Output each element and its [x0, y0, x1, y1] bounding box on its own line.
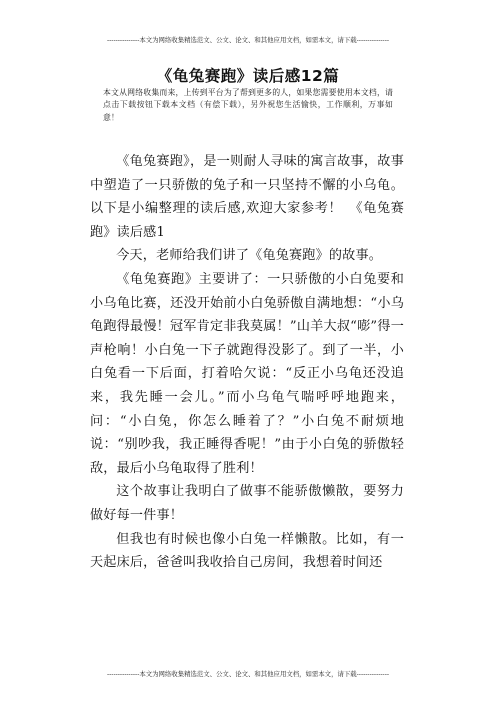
download-notice: 本文从网络收集而来，上传到平台为了帮到更多的人，如果您需要使用本文档，请点击下载按钮下载本文档（有偿下载），另外祝您生活愉快，工作顺利，万事如意！ — [103, 88, 393, 122]
paragraph: 但我也有时候也像小白兔一样懒散。比如，有一天起床后，爸爸叫我收拾自己房间，我想着时间还 — [90, 531, 404, 571]
page-header: ---------------本文为网络收集精选范文、公文、论文、和其他应用文档，如需本文，请下载--------------- — [106, 36, 390, 44]
paragraph: 这个故事让我明白了做事不能骄傲懒散，要努力做好每一件事！ — [90, 484, 404, 523]
paragraph: 今天，老师给我们讲了《龟兔赛跑》的故事。 — [116, 248, 383, 264]
page-footer: ---------------本文为网络收集精选范文、公文、论文、和其他应用文档，如需本文，请下载--------------- — [106, 670, 390, 678]
document-body — [90, 150, 404, 575]
document-title: 《龟兔赛跑》读后感12篇 — [156, 67, 340, 85]
paragraph-intro: 《龟兔赛跑》，是一则耐人寻味的寓言故事，故事中塑造了一只骄傲的兔子和一只坚持不懈的小乌龟。以下是小编整理的读后感,欢迎大家参考！ 《龟兔赛跑》读后感1 — [90, 154, 404, 240]
paragraph: 《龟兔赛跑》主要讲了：一只骄傲的小白兔要和小乌龟比赛，还没开始前小白兔骄傲自满地想：“小乌龟跑得最慢！冠军肯定非我莫属！”山羊大叔“嘭”得一声枪响！小白兔一下子就跑得没影了。到了一半，小白兔看一下后面，打着哈欠说：“反正小乌龟还没追来，我先睡一会儿。”而小乌龟气喘呼呼地跑来，问：“小白兔，你怎么睡着了？”小白兔不耐烦地说：“别吵我，我正睡得香呢！”由于小白兔的骄傲轻敌，最后小乌龟取得了胜利！ — [90, 271, 404, 476]
